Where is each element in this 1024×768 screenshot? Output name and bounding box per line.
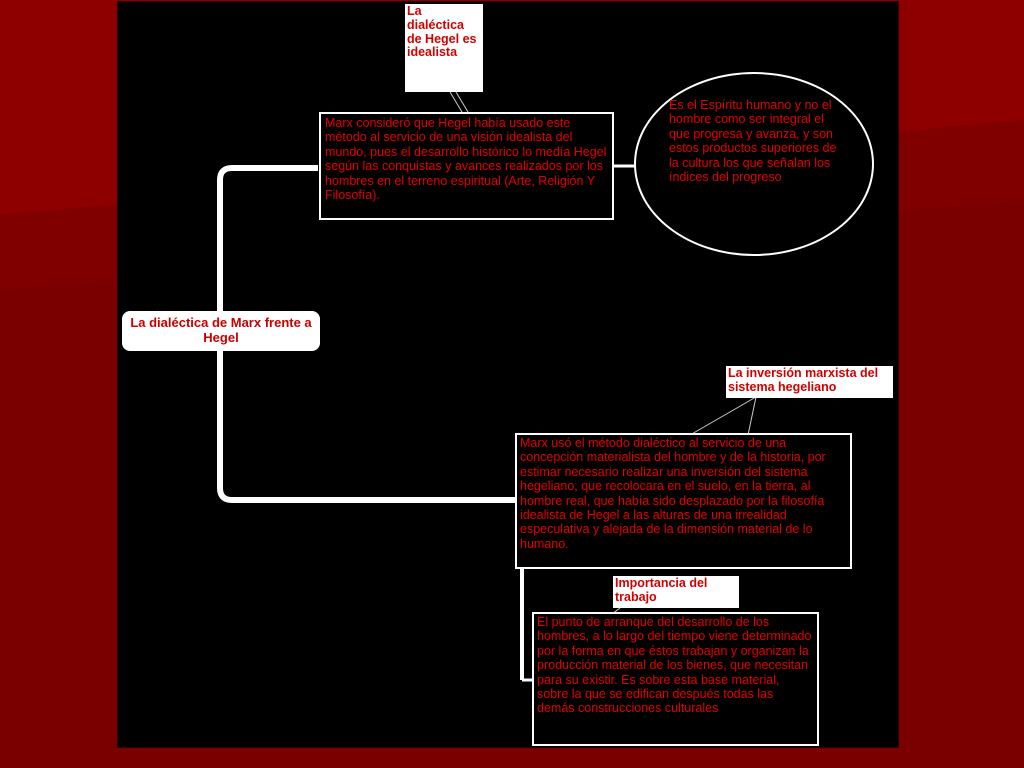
root-node	[122, 311, 320, 351]
hegel-idealist-label	[405, 4, 483, 92]
work-importance-label	[613, 576, 739, 608]
root-node-text: La dialéctica de Marx frente a Hegel	[130, 315, 312, 345]
spirit-ellipse	[634, 72, 874, 256]
work-importance-label-text: Importancia del trabajo	[615, 576, 708, 604]
marxist-inversion-label-text: La inversión marxista del sistema hegeliano	[728, 366, 879, 394]
hegel-method-text: Marx consideró que Hegel había usado este método al servicio de una visión idealista del mundo, pues el desarrollo histórico lo medía Hegel según las conquistas y avances realizados por los hombres en el terreno espiritual (Arte, Religión Y Filosofía).	[325, 116, 607, 202]
work-text: El punto de arranque del desarrollo de los hombres, a lo largo del tiempo viene determinado por la forma en que éstos trabajan y organizan la producción material de los bienes, que necesitan para su existir. Es sobre esta base material, sobre la que se edifican después todas las demás construcciones culturales	[537, 615, 812, 716]
marxist-inversion-label	[726, 366, 893, 398]
marx-method-text: Marx usó el método dialéctico al servicio de una concepción materialista del hombre y de la historia, por estimar necesario realizar una inversión del sistema hegeliano, que recolocara en el suelo, en la tierra, al hombre real, que había sido desplazado por la filosofía idealista de Hegel a las alturas de una irrealidad especulativa y alejada de la dimensión material de lo humano.	[520, 436, 826, 551]
hegel-idealist-label-text: La dialéctica de Hegel es idealista	[407, 4, 477, 60]
hegel-method-box	[319, 112, 614, 220]
work-box	[532, 612, 819, 746]
marx-method-box	[515, 433, 852, 569]
spirit-ellipse-text: Es el Espíritu humano y no el hombre como ser integral el que progresa y avanza, y son estos productos superiores de la cultura los que señalan los índices del progreso	[669, 98, 837, 184]
